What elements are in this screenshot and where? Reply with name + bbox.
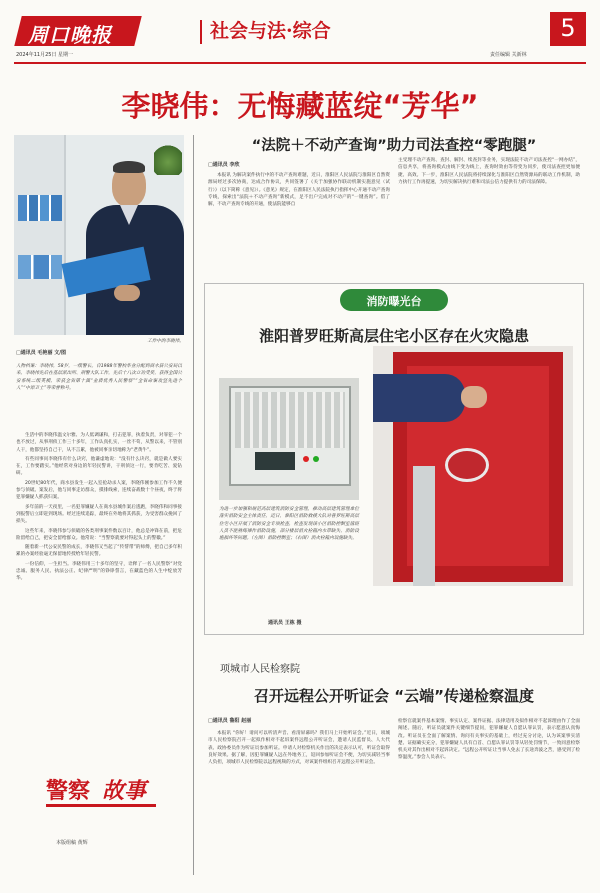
fire-headline: 淮阳普罗旺斯高层住宅小区存在火灾隐患 bbox=[258, 327, 529, 345]
officer-photo bbox=[14, 135, 184, 335]
plant bbox=[154, 143, 182, 175]
main-body bbox=[16, 432, 182, 583]
date-line: 2024年11月25日 星期一 bbox=[16, 52, 74, 58]
column-divider bbox=[193, 135, 194, 875]
main-paragraph: 这些年来，李晓伟参与侦破的各类刑事案件数以百计，他总是冲锋在前，把危险留给自己，把安全留给群众。他常说：“当警察就要对得起头上的警徽。” bbox=[16, 528, 182, 541]
hydrant-valve bbox=[445, 448, 489, 482]
court-body-col2: 主受理不动产查询、查封、解封、续查封等业务，实现法院不动产司法查控“一网办结”，信息共享，将查询模式由线下变为线上，查询时效由等待变为同步，使司法查控更加便捷、高效。下一步，淮阳区人民法院将持续深化与淮阳区自然资源局的联动工作机制，助力执行工作再提速，为切实解决执行难和司法公信力提供有力的司法保障。 bbox=[398, 158, 580, 185]
header-rule bbox=[14, 62, 586, 64]
section-divider-icon bbox=[200, 20, 202, 44]
officer-hand bbox=[114, 285, 140, 301]
main-byline: □通讯员 毛艳丽 文/图 bbox=[16, 350, 67, 356]
page-editor-credit: 本版组稿 黄辉 bbox=[56, 840, 88, 846]
editor-credit: 责任编辑 关新林 bbox=[490, 52, 527, 58]
court-headline: “法院＋不动产查询”助力司法查控“零跑腿” bbox=[251, 138, 537, 154]
hydrant-box-photo bbox=[373, 346, 573, 586]
logo-text-left: 警察 bbox=[46, 778, 91, 804]
panel-screen bbox=[255, 452, 295, 470]
binders-lower bbox=[18, 255, 62, 279]
paper-name: 周口晚报 bbox=[28, 23, 112, 47]
section-title: 社会与法·综合 bbox=[210, 20, 331, 42]
procuratorate-byline: □通讯员 鲁阳 赵丽 bbox=[208, 718, 252, 724]
main-headline: 李晓伟：无悔藏蓝绽“芳华” bbox=[121, 89, 479, 123]
logo-text-right: 故事 bbox=[102, 778, 147, 804]
photo-caption: 工作中的李晓伟。 bbox=[147, 339, 184, 344]
main-paragraph: 有些同事问李晓伟有什么诀窍，他谦虚地说：“没有什么诀窍，就是做人要实在，工作要踏实。”他经常对身边的年轻民警讲，干刑侦这一行，要肯吃苦、爱钻研。 bbox=[16, 456, 182, 477]
inspector-sleeve bbox=[373, 374, 465, 422]
inspector-hand bbox=[461, 386, 487, 408]
fire-banner-text: 消防曝光台 bbox=[366, 295, 422, 308]
main-paragraph: 随着新一代公安民警的成长，李晓伟又当起了“传帮带”的师傅，把自己多年积累的办案经验毫无保留地传授给年轻民警。 bbox=[16, 545, 182, 558]
page-number: 5 bbox=[560, 14, 576, 42]
main-paragraph: 生活中的李晓伟温文尔雅、为人低调谦和，打击犯罪，执着负责，对罪犯一个也不放过，从事刑侦工作三十多年，工作认真扎实，一丝不苟，从警以来，不管别人干，他都坚持自己干，从不言累，他被同事亲切地称为“老黄牛”。 bbox=[16, 433, 182, 453]
main-paragraph: 一份信仰，一生担当。李晓伟用三十多年的坚守，诠释了一名人民警察“对党忠诚、服务人民、执法公正、纪律严明”的铮铮誓言，在藏蓝色的人生中绽放芳华。 bbox=[16, 561, 182, 582]
panel-indicator bbox=[303, 456, 309, 462]
panel-indicator bbox=[313, 456, 319, 462]
binders bbox=[18, 195, 62, 221]
shelf bbox=[14, 135, 66, 335]
main-paragraph: 20世纪80年代，商水县发生一起入室抢劫杀人案，李晓伟刚参加工作不久便参与侦破。案发后，他与同事走访群众，摸排线索，连续奋战数十个昼夜，终于将犯罪嫌疑人抓获归案。 bbox=[16, 480, 182, 501]
procuratorate-body-col1: 本报讯 “你好！请问可以听清声音、看清屏幕吗？我们马上开始听证会。”近日，项城市人民检察院召开一起拟作相对不起诉案件远程公开听证会，邀请人民监督员、人大代表、政协委员作为听证员参加听证。申请人对检察机关作出的决定表示认可，听证会取得良好效果。据了解，因犯罪嫌疑人远在外地务工，返回参加听证会不便，为切实减轻当事人负担，项城市人民检察院以远程视频的方式，对该案件组织召开远程公开听证会。 bbox=[208, 731, 390, 766]
fire-byline: 通讯员 王栋 摄 bbox=[268, 620, 302, 626]
procuratorate-kicker: 项城市人民检察院 bbox=[220, 664, 300, 675]
procuratorate-headline: 召开远程公开听证会 “云端”传递检察温度 bbox=[254, 687, 534, 705]
hydrant-pipe bbox=[413, 466, 435, 586]
procuratorate-body-col2: 检察官就案件基本案情、事实认定、案件证据、法律适用及拟作相对不起诉理由作了全面阐述。随后，听证员就案件关键细节提问，犯罪嫌疑人自愿认罪认罚，表示愿意认真悔改。听证员在全面了解案情、询问有关事实的基础上，经过充分讨论，认为该案事实清楚、证据确实充分，犯罪嫌疑人具有自首、自愿认罪认罚等从轻处罚情节，一致同意检察机关对其作出相对不起诉决定。“远程公开听证让当事人免去了长途奔波之苦，感受到了检察温度。”参会人员表示。 bbox=[398, 719, 580, 761]
control-room-photo bbox=[219, 378, 359, 500]
profile-intro: 人物档案：李晓伟，58岁，一级警长。自1988年警校毕业分配到商水县公安局以来，李晓伟先后在基层派出所、刑警大队工作，先后十八次立功受奖，获得全国公安系统二级英模、荣获全省第十届“金盾优秀人民警察”“全省命案攻坚先进个人”“中原卫士”等荣誉称号。 bbox=[16, 364, 182, 391]
masthead bbox=[14, 12, 586, 62]
court-byline: □通讯员 李欣 bbox=[208, 162, 240, 168]
police-story-logo bbox=[46, 772, 156, 816]
panel-grid bbox=[235, 392, 345, 448]
main-paragraph: 多年前的一天夜里，一名犯罪嫌疑人在商水县城作案后逃跑，李晓伟和同事接到报警后立即赶到现场。经过连续追踪，最终在外地将其抓获，为受害群众挽回了损失。 bbox=[16, 504, 182, 525]
officer-hair bbox=[113, 161, 145, 173]
court-body-col1: 本报讯 为解决案件执行中的不动产查询难题，近日，淮阳区人民法院与淮阳区自然资源局经过多次协商，达成合作协议，共同签署了《关于加强协作联动机制实施意见（试行）》（以下简称《意见》）。《意见》规定，在淮阳区人民法院执行指挥中心开通不动产查询专线，探索出“法院＋不动产查询”新模式，足不出户完成对不动产的“一键查询”。借了解，不动产查询专线的开通，使法院能够自 bbox=[208, 173, 390, 208]
fire-caption: 为进一步加强和规范高层建筑消防安全管理，推动高层建筑管理单位落实消防安全主体责任，近日，淮阳区消防救援大队对普罗旺斯高层住宅小区开展了消防安全专项检查，检查发现该小区消防控制室值班人员不能熟练操作消防设施，部分楼层消火栓箱内水带缺失、消防设施损坏等问题。（左图）消防控制室；（右图）消火栓箱内设施缺失。 bbox=[219, 507, 359, 542]
